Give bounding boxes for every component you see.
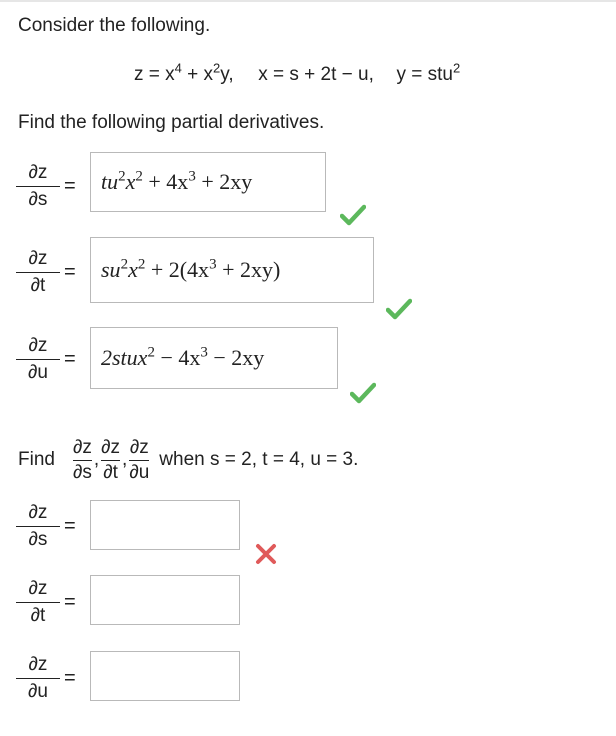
equals-sign: = [64, 175, 76, 197]
evaluation-condition: when s = 2, t = 4, u = 3. [159, 449, 359, 470]
answer-dz-dt[interactable] [90, 237, 374, 303]
partial-dz-dt: ∂z ∂t [14, 248, 62, 297]
partial-dz-ds-inline: ∂z ∂s [72, 436, 92, 483]
partial-dz-du-inline: ∂z ∂u [129, 436, 150, 483]
answer-expression: 2stux$^2$ − $4x^3 - 2xy$ [101, 344, 265, 370]
equals-sign: = [64, 591, 76, 613]
equals-sign: = [64, 515, 76, 537]
equals-sign: = [64, 261, 76, 283]
z-definition: $z = x^4 + x^2y$, [134, 60, 234, 85]
answer-expression: $tu^2x^2 + 4x^3 + 2xy$ [101, 168, 253, 194]
top-divider [0, 0, 616, 2]
answer-dz-du[interactable] [90, 327, 338, 389]
answer-dz-ds[interactable] [90, 152, 326, 212]
partial-dz-du: ∂z ∂u [14, 335, 62, 384]
equals-sign: = [64, 348, 76, 370]
answer-expression: $su^2x^2 + 2(4x^3 + 2xy)$ [101, 256, 281, 282]
question-heading: Consider the following. [18, 15, 211, 36]
value-dz-ds-input[interactable] [90, 500, 240, 550]
equals-sign: = [64, 667, 76, 689]
incorrect-x-icon [253, 543, 279, 565]
value-dz-dt-input[interactable] [90, 575, 240, 625]
partial-dz-dt: ∂z ∂t [14, 578, 62, 627]
partial-dz-du: ∂z ∂u [14, 654, 62, 703]
partial-dz-ds: ∂z ∂s [14, 162, 62, 211]
y-definition: y = stu$^2$ [396, 60, 461, 85]
correct-check-icon [340, 204, 366, 226]
given-equations [134, 60, 461, 86]
correct-check-icon [386, 298, 412, 320]
value-dz-du-input[interactable] [90, 651, 240, 701]
correct-check-icon [350, 382, 376, 404]
x-definition: x = s + 2t − u, [258, 64, 374, 85]
partials-instruction: Find the following partial derivatives. [18, 112, 325, 133]
partial-dz-dt-inline: ∂z ∂t [101, 436, 121, 483]
partial-dz-ds: ∂z ∂s [14, 502, 62, 551]
find-label: Find [18, 449, 55, 470]
find-prompt: Find ∂z ∂s , ∂z ∂t , ∂z ∂u when s = 2, t = 4, u = 3. [18, 436, 359, 483]
